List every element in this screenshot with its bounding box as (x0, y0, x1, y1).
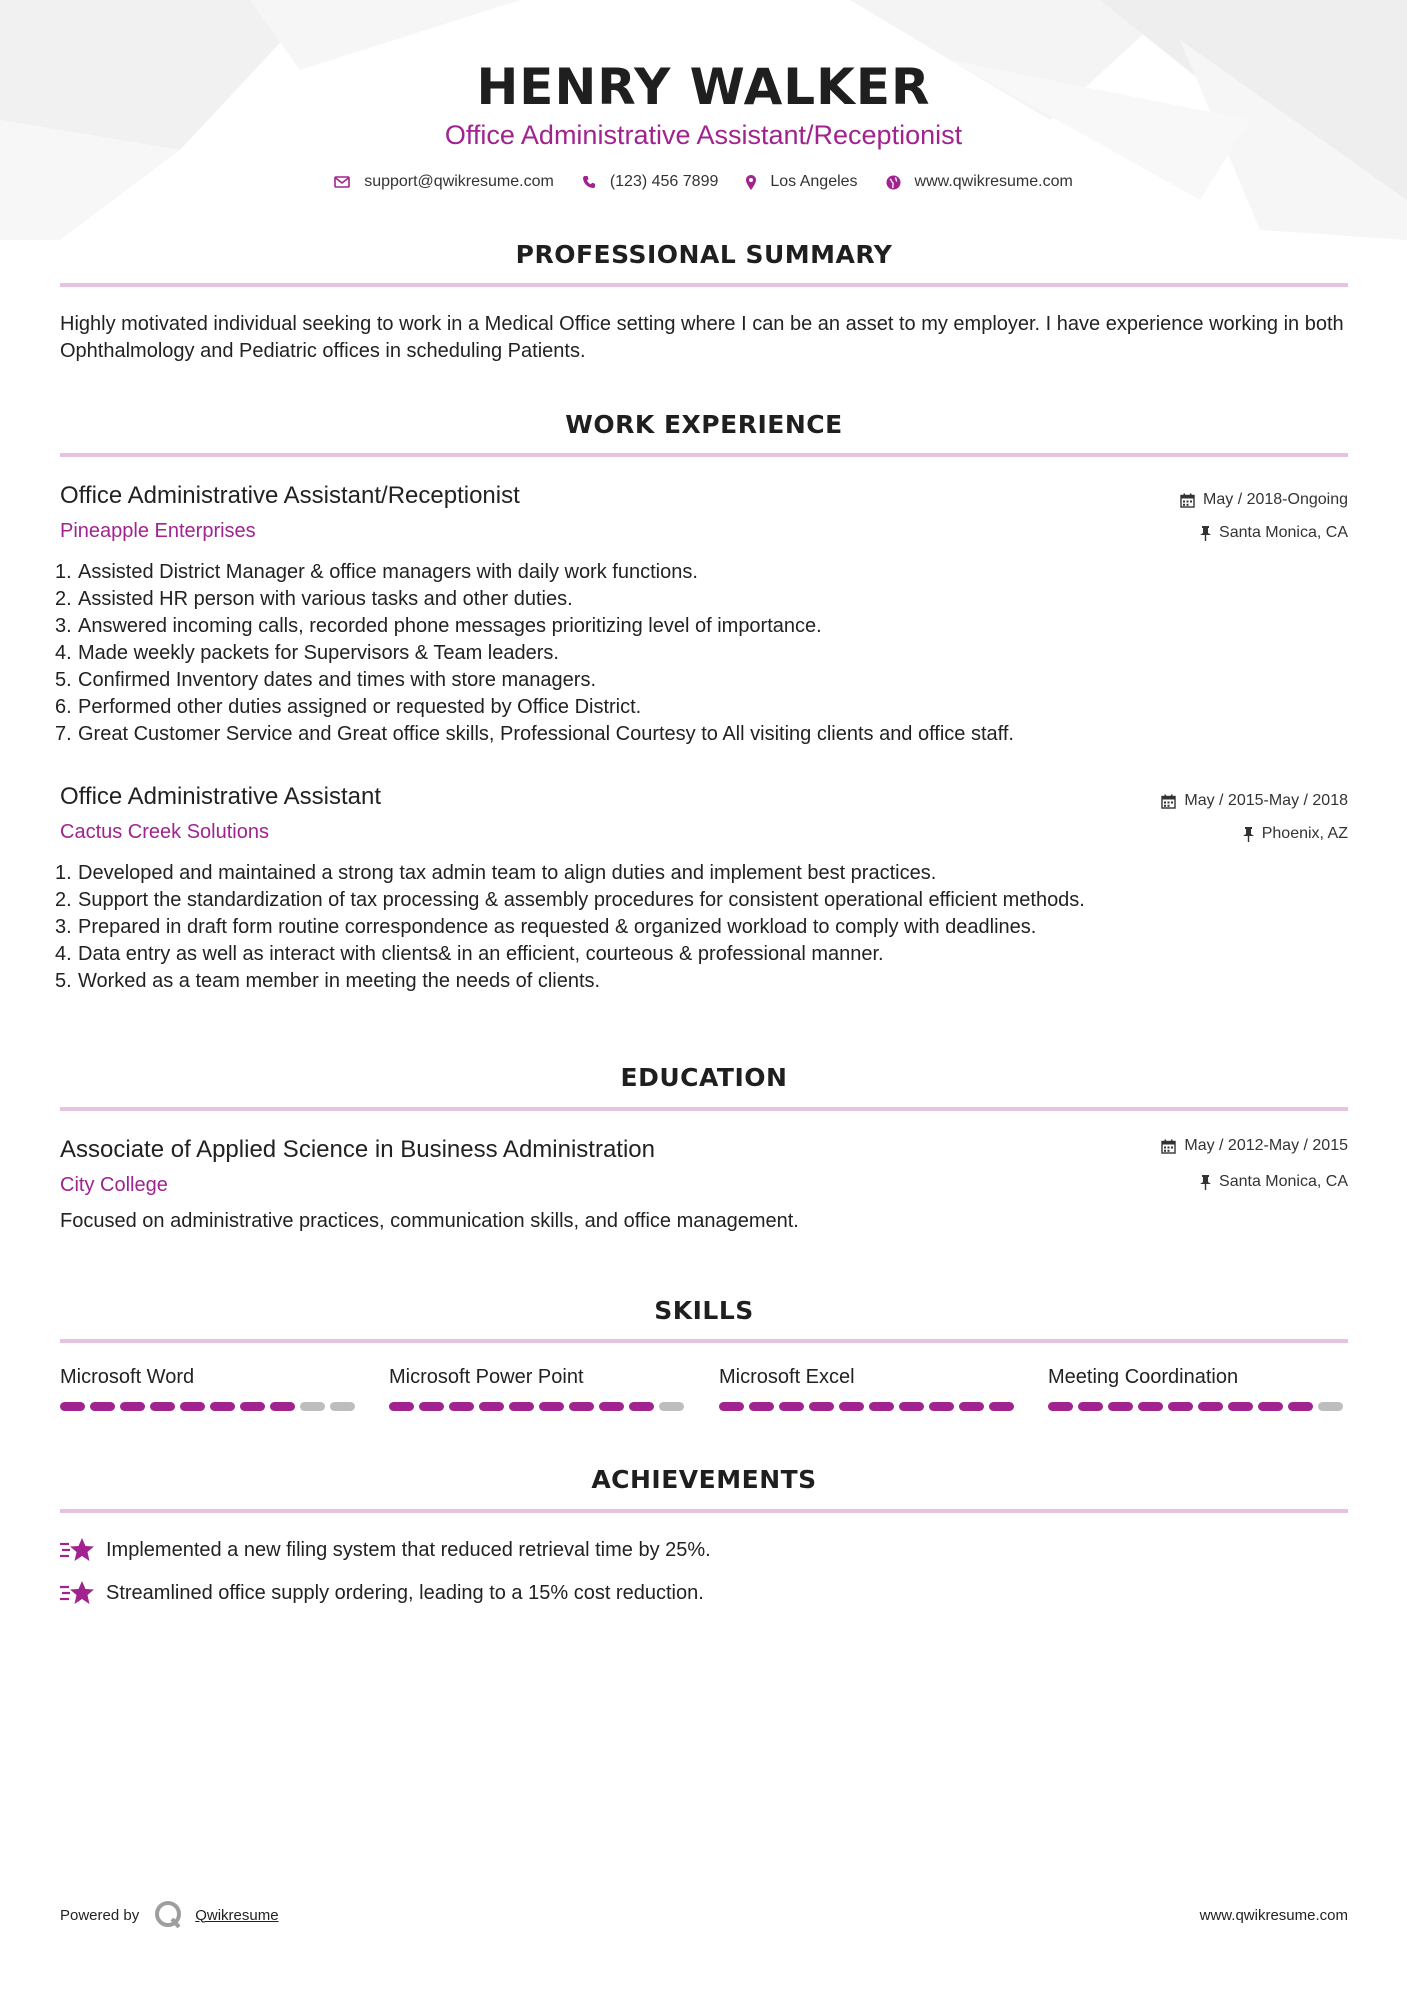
skill-level-segment (120, 1402, 145, 1411)
shooting-star-icon (60, 1537, 94, 1563)
skill-name: Microsoft Word (60, 1366, 195, 1388)
skill-level-segment (330, 1402, 355, 1411)
skill-level-segment (509, 1402, 534, 1411)
calendar-icon (1161, 1139, 1176, 1154)
skill-level-segment (90, 1402, 115, 1411)
list-item: 3. Prepared in draft form routine correspondence as requested & organized workload to comply with deadlines. (55, 916, 1037, 938)
skill-level-segment (1048, 1402, 1073, 1411)
skill-level-segment (1318, 1402, 1343, 1411)
list-item: 1. Developed and maintained a strong tax admin team to align duties and implement best practices. (55, 862, 937, 884)
skill-level-segment (779, 1402, 804, 1411)
job-dates (1161, 792, 1348, 810)
skill-level-segment (479, 1402, 504, 1411)
skill-level-segment (1078, 1402, 1103, 1411)
qwikresume-link[interactable]: Qwikresume (195, 1906, 279, 1924)
skill-level-segment (1168, 1402, 1193, 1411)
list-item: 5. Confirmed Inventory dates and times with store managers. (55, 669, 597, 691)
job-dates (1180, 491, 1348, 509)
job-duties-list (55, 559, 1345, 748)
job-location (1200, 524, 1348, 542)
powered-by-label: Powered by (60, 1906, 140, 1924)
company-name: Cactus Creek Solutions (60, 821, 269, 843)
list-item: 3. Answered incoming calls, recorded phone messages prioritizing level of importance. (55, 615, 822, 637)
candidate-title: Office Administrative Assistant/Receptionist (444, 120, 963, 150)
education-description: Focused on administrative practices, communication skills, and office management. (60, 1210, 799, 1232)
contact-phone-text: (123) 456 7899 (609, 173, 719, 190)
section-heading-achievements: ACHIEVEMENTS (591, 1465, 817, 1494)
pushpin-icon (1200, 526, 1211, 541)
footer-powered-by (60, 1900, 279, 1930)
job-dates-text: May / 2018-Ongoing (1203, 491, 1348, 508)
skill-level-segment (1258, 1402, 1283, 1411)
skill-level-segment (809, 1402, 834, 1411)
section-divider (60, 283, 1348, 287)
calendar-icon (1180, 493, 1195, 508)
contact-phone[interactable] (582, 173, 719, 191)
list-item: 4. Data entry as well as interact with clients& in an efficient, courteous & professional manner. (55, 943, 884, 965)
calendar-icon (1161, 794, 1176, 809)
skill-level-segment (180, 1402, 205, 1411)
skill-level-segment (60, 1402, 85, 1411)
job-location-text: Phoenix, AZ (1261, 825, 1348, 842)
contact-email[interactable] (334, 173, 554, 191)
education-dates (1161, 1137, 1348, 1155)
skill-name: Microsoft Power Point (389, 1366, 584, 1388)
section-divider (60, 1339, 1348, 1343)
job-location-text: Santa Monica, CA (1219, 524, 1348, 541)
skill-level-segment (270, 1402, 295, 1411)
education-location-text: Santa Monica, CA (1219, 1173, 1348, 1190)
skill-level-segment (449, 1402, 474, 1411)
job-location (1243, 825, 1348, 843)
skill-level-segment (899, 1402, 924, 1411)
skill-level-bar (389, 1402, 684, 1411)
candidate-name: HENRY WALKER (476, 58, 931, 116)
company-name: Pineapple Enterprises (60, 520, 256, 542)
list-item: 1. Assisted District Manager & office managers with daily work functions. (55, 561, 698, 583)
education-location (1200, 1173, 1348, 1191)
skill-level-segment (599, 1402, 624, 1411)
skill-level-segment (959, 1402, 984, 1411)
list-item: 2. Support the standardization of tax processing & assembly procedures for consistent operational efficient methods. (55, 889, 1085, 911)
education-dates-text: May / 2012-May / 2015 (1184, 1137, 1348, 1154)
skill-level-bar (719, 1402, 1014, 1411)
list-item: 4. Made weekly packets for Supervisors & Team leaders. (55, 642, 559, 664)
degree-title: Associate of Applied Science in Business Administration (60, 1136, 655, 1163)
skill-level-bar (1048, 1402, 1343, 1411)
section-heading-experience: WORK EXPERIENCE (565, 410, 843, 439)
skill-level-segment (300, 1402, 325, 1411)
skill-level-segment (629, 1402, 654, 1411)
section-divider (60, 1107, 1348, 1111)
skill-level-segment (1228, 1402, 1253, 1411)
job-duties-list (55, 860, 1345, 995)
list-item: 2. Assisted HR person with various tasks and other duties. (55, 588, 573, 610)
skill-level-segment (569, 1402, 594, 1411)
shooting-star-icon (60, 1580, 94, 1606)
section-heading-summary: PROFESSIONAL SUMMARY (515, 240, 893, 269)
qwikresume-logo-icon (153, 1900, 183, 1930)
skill-level-segment (839, 1402, 864, 1411)
skill-level-bar (60, 1402, 355, 1411)
contact-location-text: Los Angeles (770, 173, 858, 190)
section-heading-education: EDUCATION (620, 1063, 788, 1092)
skill-level-segment (389, 1402, 414, 1411)
skill-level-segment (539, 1402, 564, 1411)
school-name: City College (60, 1174, 168, 1196)
skill-level-segment (240, 1402, 265, 1411)
contact-bar (0, 173, 1407, 191)
skill-level-segment (659, 1402, 684, 1411)
skill-level-segment (1198, 1402, 1223, 1411)
section-heading-skills: SKILLS (654, 1296, 754, 1325)
job-title: Office Administrative Assistant (60, 783, 382, 810)
contact-website-text: www.qwikresume.com (914, 173, 1073, 190)
skill-level-segment (1108, 1402, 1133, 1411)
skill-level-segment (419, 1402, 444, 1411)
skill-level-segment (150, 1402, 175, 1411)
contact-location (746, 173, 857, 191)
achievement-text: Streamlined office supply ordering, leading to a 15% cost reduction. (106, 1581, 704, 1604)
globe-icon (886, 175, 901, 190)
skill-level-segment (929, 1402, 954, 1411)
map-pin-icon (746, 175, 756, 190)
skill-level-segment (749, 1402, 774, 1411)
summary-text: Highly motivated individual seeking to work in a Medical Office setting where I can be an asset to my employer. I have experience working in both Ophthalmology and Pediatric offices in scheduling Patients. (60, 313, 1344, 362)
achievement-item (60, 1537, 711, 1563)
achievement-text: Implemented a new filing system that reduced retrieval time by 25%. (106, 1538, 711, 1561)
phone-icon (582, 175, 596, 189)
envelope-icon (334, 176, 350, 188)
job-title: Office Administrative Assistant/Receptionist (60, 482, 520, 509)
skill-level-segment (210, 1402, 235, 1411)
list-item: 5. Worked as a team member in meeting the needs of clients. (55, 970, 601, 992)
contact-website[interactable] (886, 173, 1073, 191)
pushpin-icon (1243, 827, 1254, 842)
list-item: 7. Great Customer Service and Great office skills, Professional Courtesy to All visiting clients and office staff. (55, 723, 1014, 745)
skill-level-segment (719, 1402, 744, 1411)
section-divider (60, 453, 1348, 457)
skill-level-segment (869, 1402, 894, 1411)
skill-level-segment (1138, 1402, 1163, 1411)
section-divider (60, 1509, 1348, 1513)
skill-name: Microsoft Excel (719, 1366, 855, 1388)
pushpin-icon (1200, 1175, 1211, 1190)
skill-name: Meeting Coordination (1048, 1366, 1239, 1388)
skill-level-segment (1288, 1402, 1313, 1411)
job-dates-text: May / 2015-May / 2018 (1184, 792, 1348, 809)
skill-level-segment (989, 1402, 1014, 1411)
footer-website[interactable]: www.qwikresume.com (1199, 1907, 1348, 1924)
achievement-item (60, 1580, 704, 1606)
contact-email-text: support@qwikresume.com (364, 173, 554, 190)
list-item: 6. Performed other duties assigned or requested by Office District. (55, 696, 642, 718)
